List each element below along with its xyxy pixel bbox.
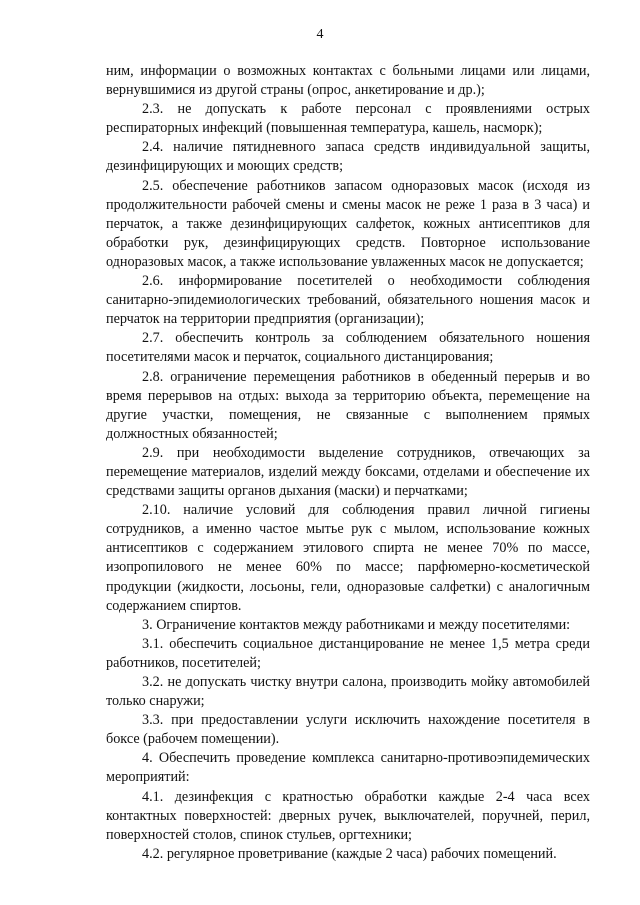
paragraph-2-3: 2.3. не допускать к работе персонал с проявлениями острых респираторных инфекций (повышенная температура, кашель, насморк); [106, 101, 590, 137]
paragraph-2-6: 2.6. информирование посетителей о необходимости соблюдения санитарно-эпидемиологических требований, обязательного ношения масок и перчаток на территории предприятия (организации); [106, 273, 590, 328]
section-3-heading: 3. Ограничение контактов между работниками и между посетителями: [142, 616, 571, 633]
paragraph-2-8: 2.8. ограничение перемещения работников в обеденный перерыв и во время перерывов на отдых: выхода за территорию объекта, перемещение на другие участки, помещения, не связанные с выполнением прямых должностных обязанностей; [106, 368, 590, 442]
paragraph-2-10: 2.10. наличие условий для соблюдения правил личной гигиены сотрудников, а именно частое мытье рук с мылом, использование кожных антисептиков с содержанием этилового спирта не менее 70% по массе, изопропилового не менее 60% по массе; парфюмерно-косметической продукции (жидкости, лосьоны, гели, одноразовые салфетки) с аналогичным содержанием спиртов. [106, 502, 590, 614]
paragraph-3-1: 3.1. обеспечить социальное дистанцирование не менее 1,5 метра среди работников, посетителей; [106, 635, 590, 671]
paragraph-2-4: 2.4. наличие пятидневного запаса средств индивидуальной защиты, дезинфицирующих и моющих средств; [106, 139, 590, 175]
paragraph-2-9: 2.9. при необходимости выделение сотрудников, отвечающих за перемещение материалов, изделий между боксами, отделами и обеспечение их средствами защиты органов дыхания (маски) и перчатками; [106, 444, 590, 500]
paragraph-3-3: 3.3. при предоставлении услуги исключить нахождение посетителя в боксе (рабочем помещении). [106, 712, 590, 748]
page-number: 4 [316, 27, 324, 42]
paragraph-3-2: 3.2. не допускать чистку внутри салона, производить мойку автомобилей только снаружи; [106, 674, 590, 710]
document-body [106, 62, 590, 864]
paragraph-4-2: 4.2. регулярное проветривание (каждые 2 часа) рабочих помещений. [142, 845, 557, 862]
section-4-heading: 4. Обеспечить проведение комплекса санитарно-противоэпидемических мероприятий: [106, 750, 590, 786]
paragraph-2-5: 2.5. обеспечение работников запасом одноразовых масок (исходя из продолжительности рабочей смены и смены масок не реже 1 раза в 3 часа) и перчаток, а также дезинфицирующих салфеток, кожных антисептиков для обработки рук, дезинфицирующих средств. Повторное использование одноразовых масок, а также использование увлаженных масок не допускается; [106, 177, 590, 270]
paragraph-continuation: ним, информации о возможных контактах с больными лицами или лицами, вернувшимися из другой страны (опрос, анкетирование и др.); [106, 63, 590, 99]
paragraph-4-1: 4.1. дезинфекция с кратностью обработки каждые 2-4 часа всех контактных поверхностей: дверных ручек, выключателей, поручней, перил, поверхностей столов, спинок стульев, оргтехники; [106, 788, 590, 843]
paragraph-2-7: 2.7. обеспечить контроль за соблюдением обязательного ношения посетителями масок и перчаток, социального дистанцирования; [106, 330, 590, 366]
